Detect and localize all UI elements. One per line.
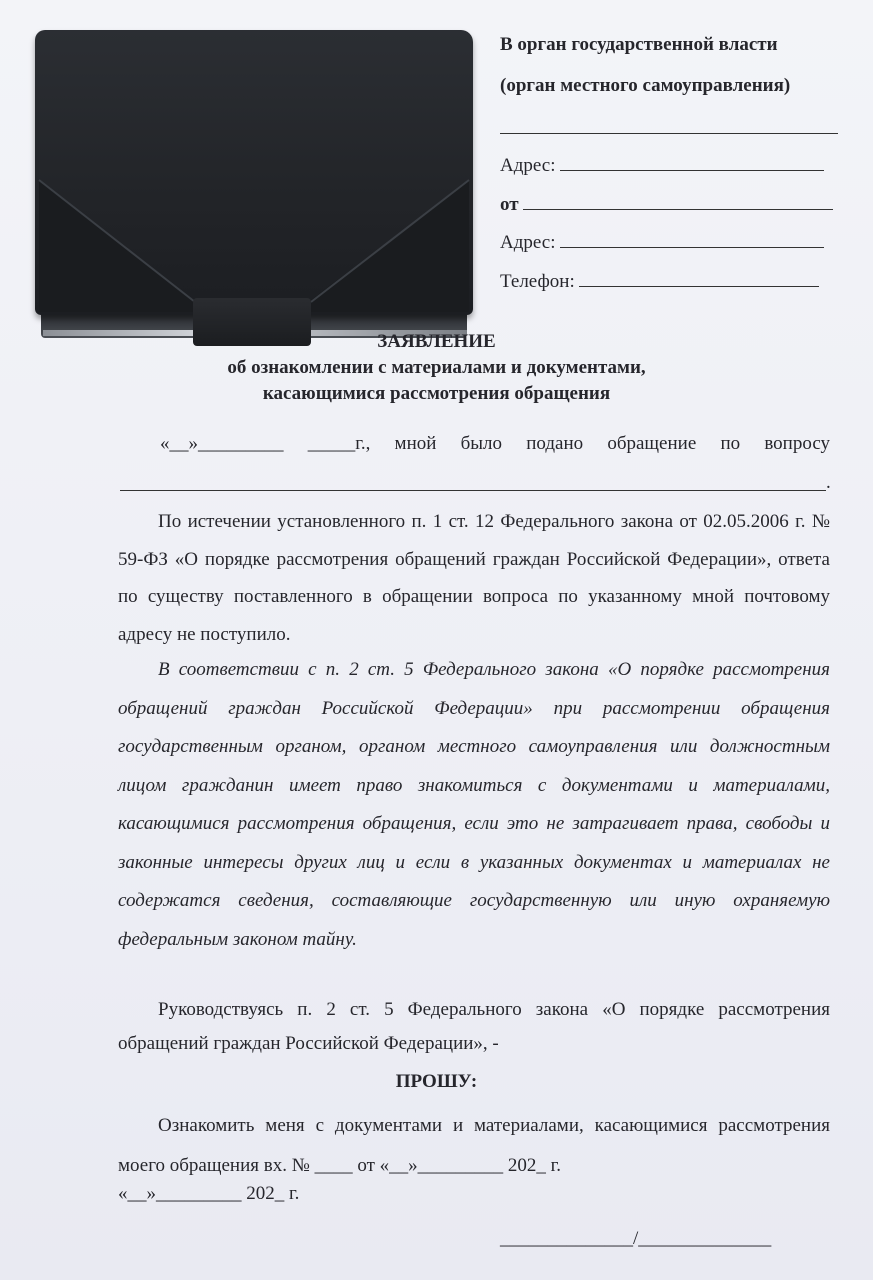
document-title: ЗАЯВЛЕНИЕ xyxy=(377,331,496,352)
paragraph-law-citation: В соответствии с п. 2 ст. 5 Федерального закона «О порядке рассмотрения обращений граждан Российской Федерации» при рассмотрении обращения государственным органом, органом местного самоуправления или должностным лицом гражданин имеет право знакомиться с документами и материалами, касающимися рассмотрения обращения, если это не затрагивает права, свободы и законные интересы других лиц и если в указанных документах и материалах не содержатся сведения, составляющие государственную или иную охраняемую федеральным законом тайну. xyxy=(118,659,830,950)
sender-address-blank xyxy=(560,229,824,248)
paragraph-request: Ознакомить меня с документами и материалами, касающимися рассмотрения моего обращения вх. № ____ от «__»_________ 202_ г. xyxy=(118,1115,830,1176)
appeal-date-line: «__»_________ _____г., мной было подано обращение по вопросу xyxy=(160,433,830,454)
appeal-topic-blank xyxy=(120,490,826,491)
document-subtitle-2: касающимися рассмотрения обращения xyxy=(262,383,611,404)
from-row xyxy=(500,191,833,216)
paragraph-guided-by: Руководствуясь п. 2 ст. 5 Федерального закона «О порядке рассмотрения обращений граждан Российской Федерации», - xyxy=(118,999,830,1054)
from-label: от xyxy=(500,194,519,215)
recipient-line1: В орган государственной власти xyxy=(500,34,778,55)
card-holder-flap xyxy=(35,30,473,330)
sender-address-row xyxy=(500,229,824,254)
signature-date: «__»_________ 202_ г. xyxy=(118,1183,300,1204)
paragraph-no-response: По истечении установленного п. 1 ст. 12 Федерального закона от 02.05.2006 г. № 59-ФЗ «О порядке рассмотрения обращений граждан Российской Федерации», ответа по существу поставленного в обращении вопроса по указанному мной почтовому адресу не поступило. xyxy=(118,511,830,645)
address-label: Адрес: xyxy=(500,155,556,176)
phone-row xyxy=(500,268,819,293)
address-blank xyxy=(560,152,824,171)
signature-line: ______________/______________ xyxy=(500,1228,772,1249)
from-blank xyxy=(523,191,833,210)
recipient-address-row xyxy=(500,152,824,177)
request-heading: ПРОШУ: xyxy=(395,1071,478,1092)
document-subtitle-1: об ознакомлении с материалами и документами, xyxy=(227,357,646,378)
recipient-line2: (орган местного самоуправления) xyxy=(500,75,791,96)
recipient-blank-line xyxy=(500,133,838,134)
phone-blank xyxy=(579,268,819,287)
appeal-topic-end: . xyxy=(826,472,831,493)
phone-label: Телефон: xyxy=(500,271,575,292)
card-holder-photo xyxy=(35,30,473,320)
sender-address-label: Адрес: xyxy=(500,232,556,253)
